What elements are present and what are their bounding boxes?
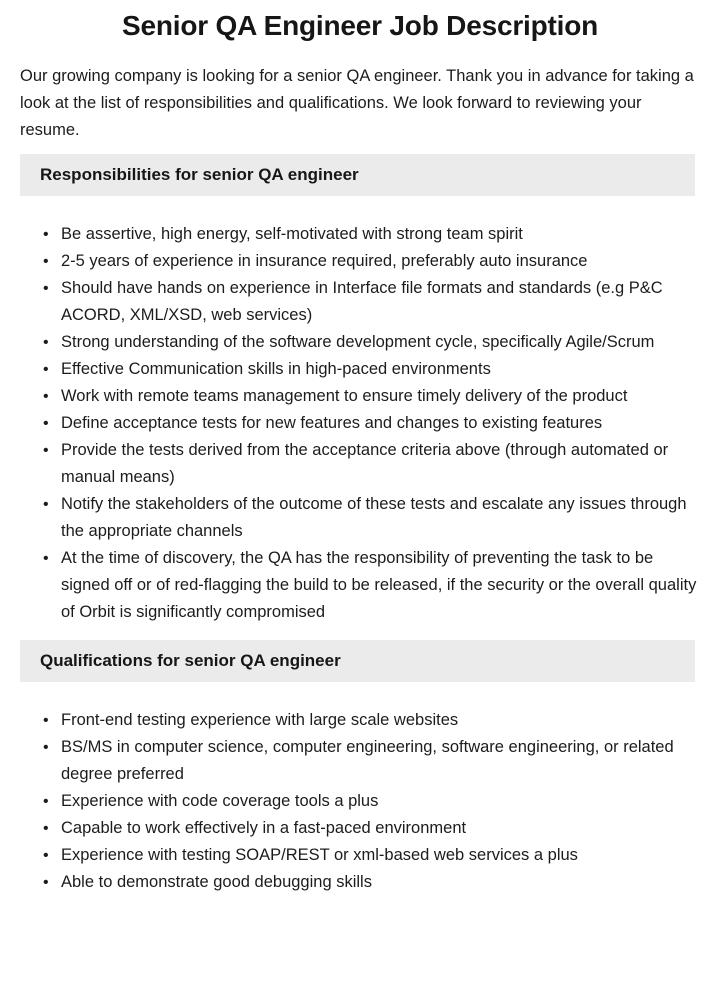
list-item: • BS/MS in computer science, computer engineering, software engineering, or related degree preferred xyxy=(20,734,700,788)
list-item: • Able to demonstrate good debugging skills xyxy=(20,869,700,896)
qualifications-section-header xyxy=(20,640,695,682)
list-item: • Capable to work effectively in a fast-paced environment xyxy=(20,815,700,842)
list-item: • Should have hands on experience in Interface file formats and standards (e.g P&C ACORD, XML/XSD, web services) xyxy=(20,275,700,329)
qualifications-section-heading: Qualifications for senior QA engineer xyxy=(40,651,341,670)
list-item: • Be assertive, high energy, self-motivated with strong team spirit xyxy=(20,221,700,248)
qualifications-section xyxy=(20,640,700,896)
job-description-document xyxy=(0,9,720,896)
list-item: • Experience with code coverage tools a plus xyxy=(20,788,700,815)
list-item: • Experience with testing SOAP/REST or xml-based web services a plus xyxy=(20,842,700,869)
list-item: • Front-end testing experience with large scale websites xyxy=(20,707,700,734)
list-item: • Notify the stakeholders of the outcome of these tests and escalate any issues through the appropriate channels xyxy=(20,491,700,545)
list-item: • At the time of discovery, the QA has the responsibility of preventing the task to be signed off or of red-flagging the build to be released, if the security or the overall quality of Orbit is significantly compromised xyxy=(20,545,700,626)
responsibilities-list xyxy=(20,221,700,626)
page-title: Senior QA Engineer Job Description xyxy=(121,10,599,41)
qualifications-list xyxy=(20,707,700,896)
list-item: • Work with remote teams management to ensure timely delivery of the product xyxy=(20,383,700,410)
list-item: • Define acceptance tests for new features and changes to existing features xyxy=(20,410,700,437)
responsibilities-section xyxy=(20,154,700,626)
responsibilities-section-heading: Responsibilities for senior QA engineer xyxy=(40,165,359,184)
list-item: • Provide the tests derived from the acceptance criteria above (through automated or manual means) xyxy=(20,437,700,491)
list-item: • Strong understanding of the software development cycle, specifically Agile/Scrum xyxy=(20,329,700,356)
page xyxy=(0,9,720,984)
intro-paragraph: Our growing company is looking for a senior QA engineer. Thank you in advance for taking a look at the list of responsibilities and qualifications. We look forward to reviewing your resume. xyxy=(20,67,694,139)
list-item: • 2-5 years of experience in insurance required, preferably auto insurance xyxy=(20,248,700,275)
responsibilities-section-header xyxy=(20,154,695,196)
list-item: • Effective Communication skills in high-paced environments xyxy=(20,356,700,383)
